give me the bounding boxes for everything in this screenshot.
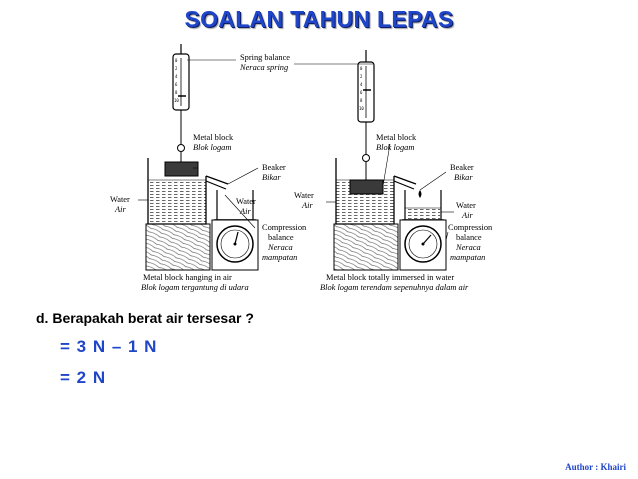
label-water-beaker-right-ms: Air [462, 211, 473, 220]
scale-tick: 6 [175, 82, 178, 87]
scale-tick: 10 [359, 106, 364, 111]
scale-tick: 2 [360, 74, 363, 79]
label-water-left-ms: Air [115, 205, 126, 214]
label-compression-right: Compression [448, 223, 493, 232]
label-compression-left-ms: Neraca [268, 243, 293, 252]
scale-tick: 4 [360, 82, 363, 87]
label-compression-right-b: balance [456, 233, 482, 242]
water-drop [419, 190, 422, 198]
label-beaker-right-ms: Bikar [454, 173, 473, 182]
scale-tick: 6 [360, 90, 363, 95]
spring-balance-right [358, 50, 374, 180]
scale-tick: 8 [360, 98, 363, 103]
caption-right-ms: Blok logam terendam sepenuhnya dalam air [320, 283, 469, 292]
metal-block-right [350, 180, 383, 194]
compression-balance-right [400, 220, 446, 270]
metal-block-left [165, 162, 198, 176]
label-metal-block-left-ms: Blok logam [193, 143, 232, 152]
scale-tick: 4 [175, 74, 178, 79]
scale-tick: 0 [175, 58, 178, 63]
label-spring-balance: Spring balance [240, 53, 291, 62]
scale-tick: 0 [360, 66, 363, 71]
label-metal-block-right: Metal block [376, 133, 417, 142]
label-compression-left-ms2: mampatan [262, 253, 298, 262]
label-water-right-ms: Air [302, 201, 313, 210]
label-water-beaker-right: Water [456, 201, 476, 210]
page-title: SOALAN TAHUN LEPAS [184, 6, 454, 32]
label-water-right: Water [294, 191, 314, 200]
displacement-diagram [0, 40, 638, 300]
compression-balance-left [212, 220, 258, 270]
question-text: d. Berapakah berat air tersesar ? [36, 310, 254, 326]
scale-tick: 10 [174, 98, 179, 103]
wooden-block-right [334, 224, 398, 270]
scale-tick: 8 [175, 90, 178, 95]
label-compression-left-b: balance [268, 233, 294, 242]
label-compression-left: Compression [262, 223, 307, 232]
label-beaker-left: Beaker [262, 163, 286, 172]
caption-right: Metal block totally immersed in water [326, 273, 455, 282]
label-water-beaker-left-ms: Air [240, 207, 251, 216]
label-beaker-right: Beaker [450, 163, 474, 172]
label-metal-block-left: Metal block [193, 133, 234, 142]
label-compression-right-ms2: mampatan [450, 253, 486, 262]
label-compression-right-ms: Neraca [456, 243, 481, 252]
label-water-beaker-left: Water [236, 197, 256, 206]
spring-balance-left [173, 44, 189, 162]
caption-left-ms: Blok logam tergantung di udara [141, 283, 249, 292]
answer-line-1: = 3 N – 1 N [60, 337, 158, 356]
label-spring-balance-ms: Neraca spring [240, 63, 289, 72]
label-metal-block-right-ms: Blok logam [376, 143, 415, 152]
answer-line-2: = 2 N [60, 368, 107, 387]
author-credit: Author : Khairi [565, 462, 626, 472]
caption-left: Metal block hanging in air [143, 273, 232, 282]
label-water-left: Water [110, 195, 130, 204]
beaker-right [402, 190, 444, 220]
label-beaker-left-ms: Bikar [262, 173, 281, 182]
wooden-block-left [146, 224, 210, 270]
scale-tick: 2 [175, 66, 178, 71]
